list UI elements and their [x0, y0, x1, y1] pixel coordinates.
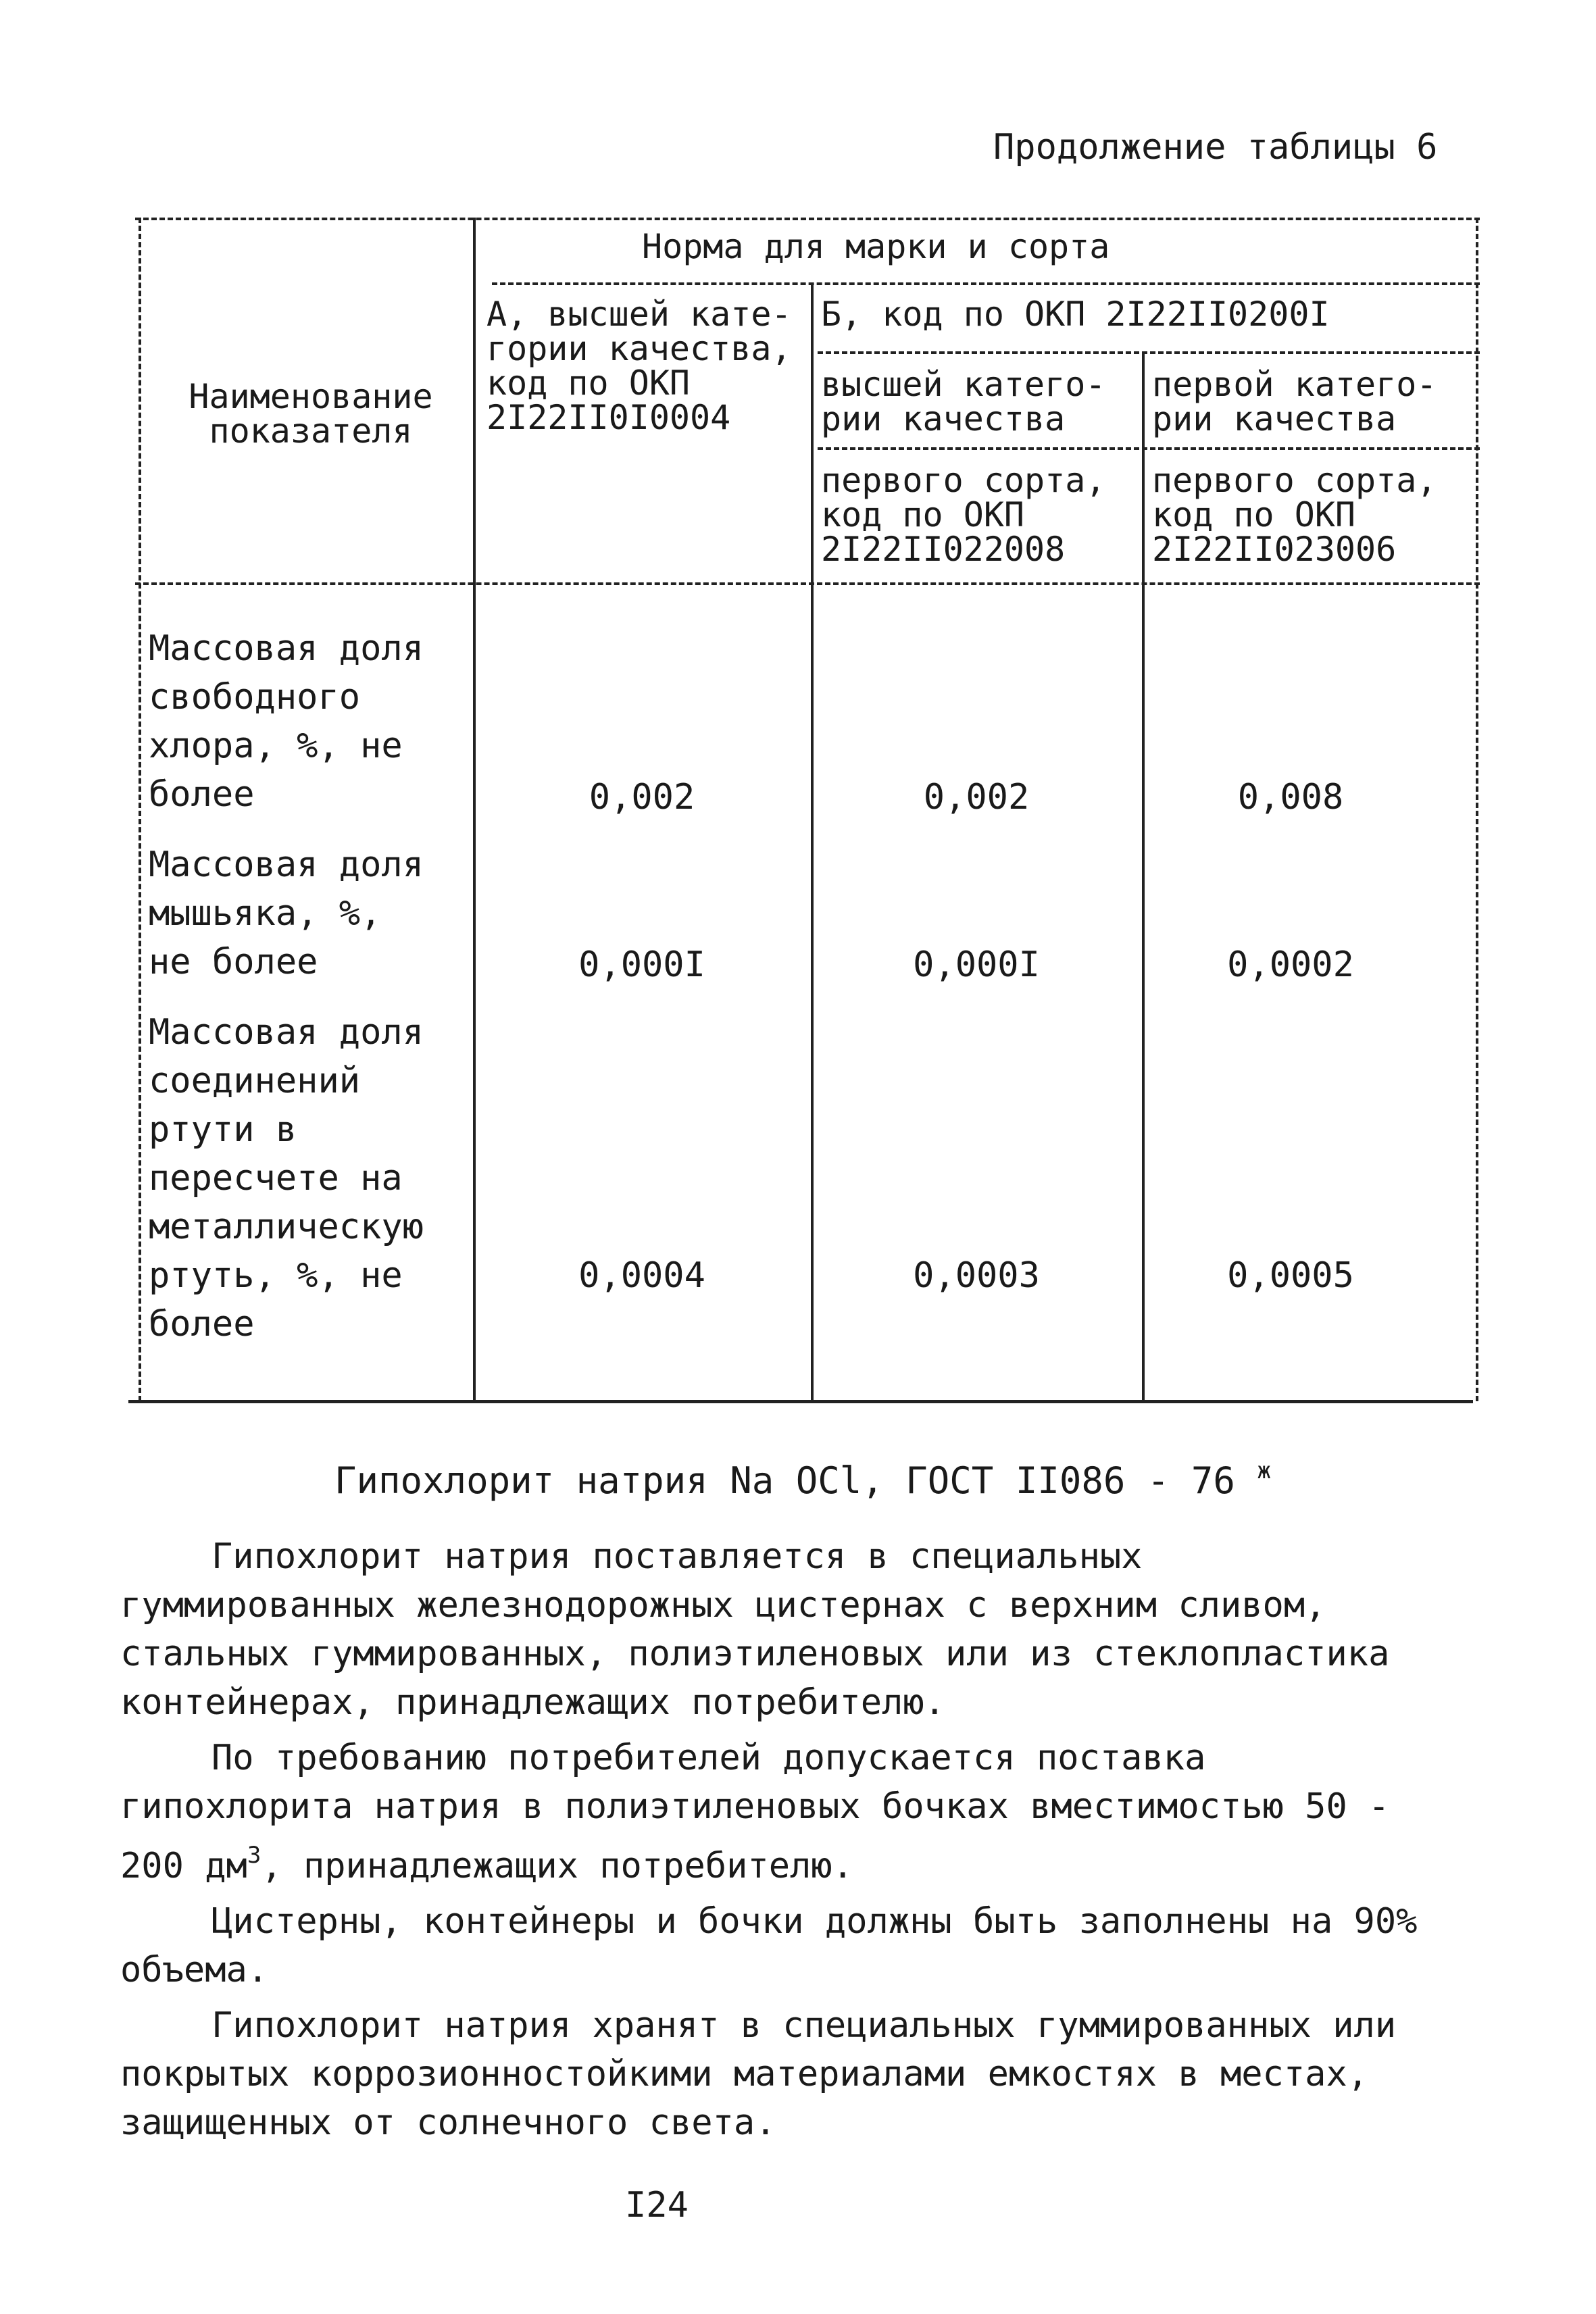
- row-name: Массовая доля свободного хлора, %, не более: [149, 628, 424, 815]
- col-divider-3: [1142, 351, 1145, 1401]
- row-value-a: 0,0004: [578, 1255, 705, 1296]
- section-title-mark: ж: [1257, 1457, 1271, 1484]
- category-divider: [818, 447, 1480, 450]
- table-continuation-caption: Продолжение таблицы 6: [993, 127, 1438, 168]
- section-title-text: Гипохлорит натрия Na OCl, ГОСТ II086 - 76: [334, 1459, 1235, 1502]
- b-first-sort-header: первого сорта, код по ОКП 2I22II023006: [1152, 461, 1437, 569]
- table-right-border: [1476, 218, 1478, 1401]
- paragraph-barrels-text-end: , принадлежащих потребителю.: [261, 1846, 853, 1886]
- mark-a-header: А, высшей кате-гории качества, код по ОКП 2I22II0I0004: [487, 295, 792, 437]
- body-text: [120, 1532, 1418, 2147]
- row-value-b2: 0,008: [1237, 777, 1344, 818]
- row-value-b1: 0,000I: [913, 945, 1040, 985]
- col-divider-2: [811, 282, 814, 1401]
- table-left-border: [139, 218, 141, 1401]
- table-bottom-border: [128, 1400, 1473, 1403]
- paragraph-barrels: [120, 1734, 1418, 1890]
- col-divider-1: [473, 218, 476, 1401]
- row-value-b2: 0,0005: [1227, 1255, 1354, 1296]
- mark-b-header: Б, код по ОКП 2I22II0200I: [821, 295, 1330, 334]
- paragraph-barrels-text: По требованию потребителей допускается поставка гипохлорита натрия в полиэтиленовых бочках вместимостью 50 - 200 дм: [120, 1738, 1390, 1886]
- row-value-b1: 0,0003: [913, 1255, 1040, 1296]
- b-highest-category-header: высшей катего-рии качества: [821, 365, 1106, 438]
- paragraph-storage: Гипохлорит натрия хранят в специальных гуммированных или покрытых коррозионностойкими материалами емкостях в местах, защищенных от солнечного света.: [120, 2005, 1397, 2143]
- section-title: [334, 1457, 1271, 1502]
- row-value-b2: 0,0002: [1227, 945, 1354, 985]
- indicator-column-header: Наименование показателя: [189, 377, 433, 451]
- mark-b-divider: [818, 351, 1480, 354]
- row-value-a: 0,000I: [578, 945, 705, 985]
- b-highest-sort-header: первого сорта, код по ОКП 2I22II022008: [821, 461, 1106, 569]
- header-bottom-border: [135, 582, 1480, 585]
- row-value-a: 0,002: [589, 777, 695, 818]
- b-first-category-header: первой катего-рии качества: [1152, 365, 1437, 438]
- paragraph-barrels-sup: 3: [247, 1842, 261, 1869]
- norm-header-divider: [492, 282, 1480, 285]
- row-name: Массовая доля мышьяка, %, не более: [149, 845, 424, 982]
- paragraph-fill: Цистерны, контейнеры и бочки должны быть заполнены на 90% объема.: [120, 1901, 1418, 1990]
- page-number: I24: [625, 2185, 689, 2225]
- row-name: Массовая доля соединений ртути в пересчете на металлическую ртуть, %, не более: [149, 1012, 424, 1344]
- row-value-b1: 0,002: [923, 777, 1030, 818]
- paragraph-delivery: Гипохлорит натрия поставляется в специальных гуммированных железнодорожных цистернах с верхним сливом, стальных гуммированных, полиэтиленовых или из стеклопластика контейнерах, принадлежащих потребителю.: [120, 1536, 1390, 1723]
- norm-header: Норма для марки и сорта: [642, 227, 1110, 266]
- table-top-border: [135, 218, 1480, 220]
